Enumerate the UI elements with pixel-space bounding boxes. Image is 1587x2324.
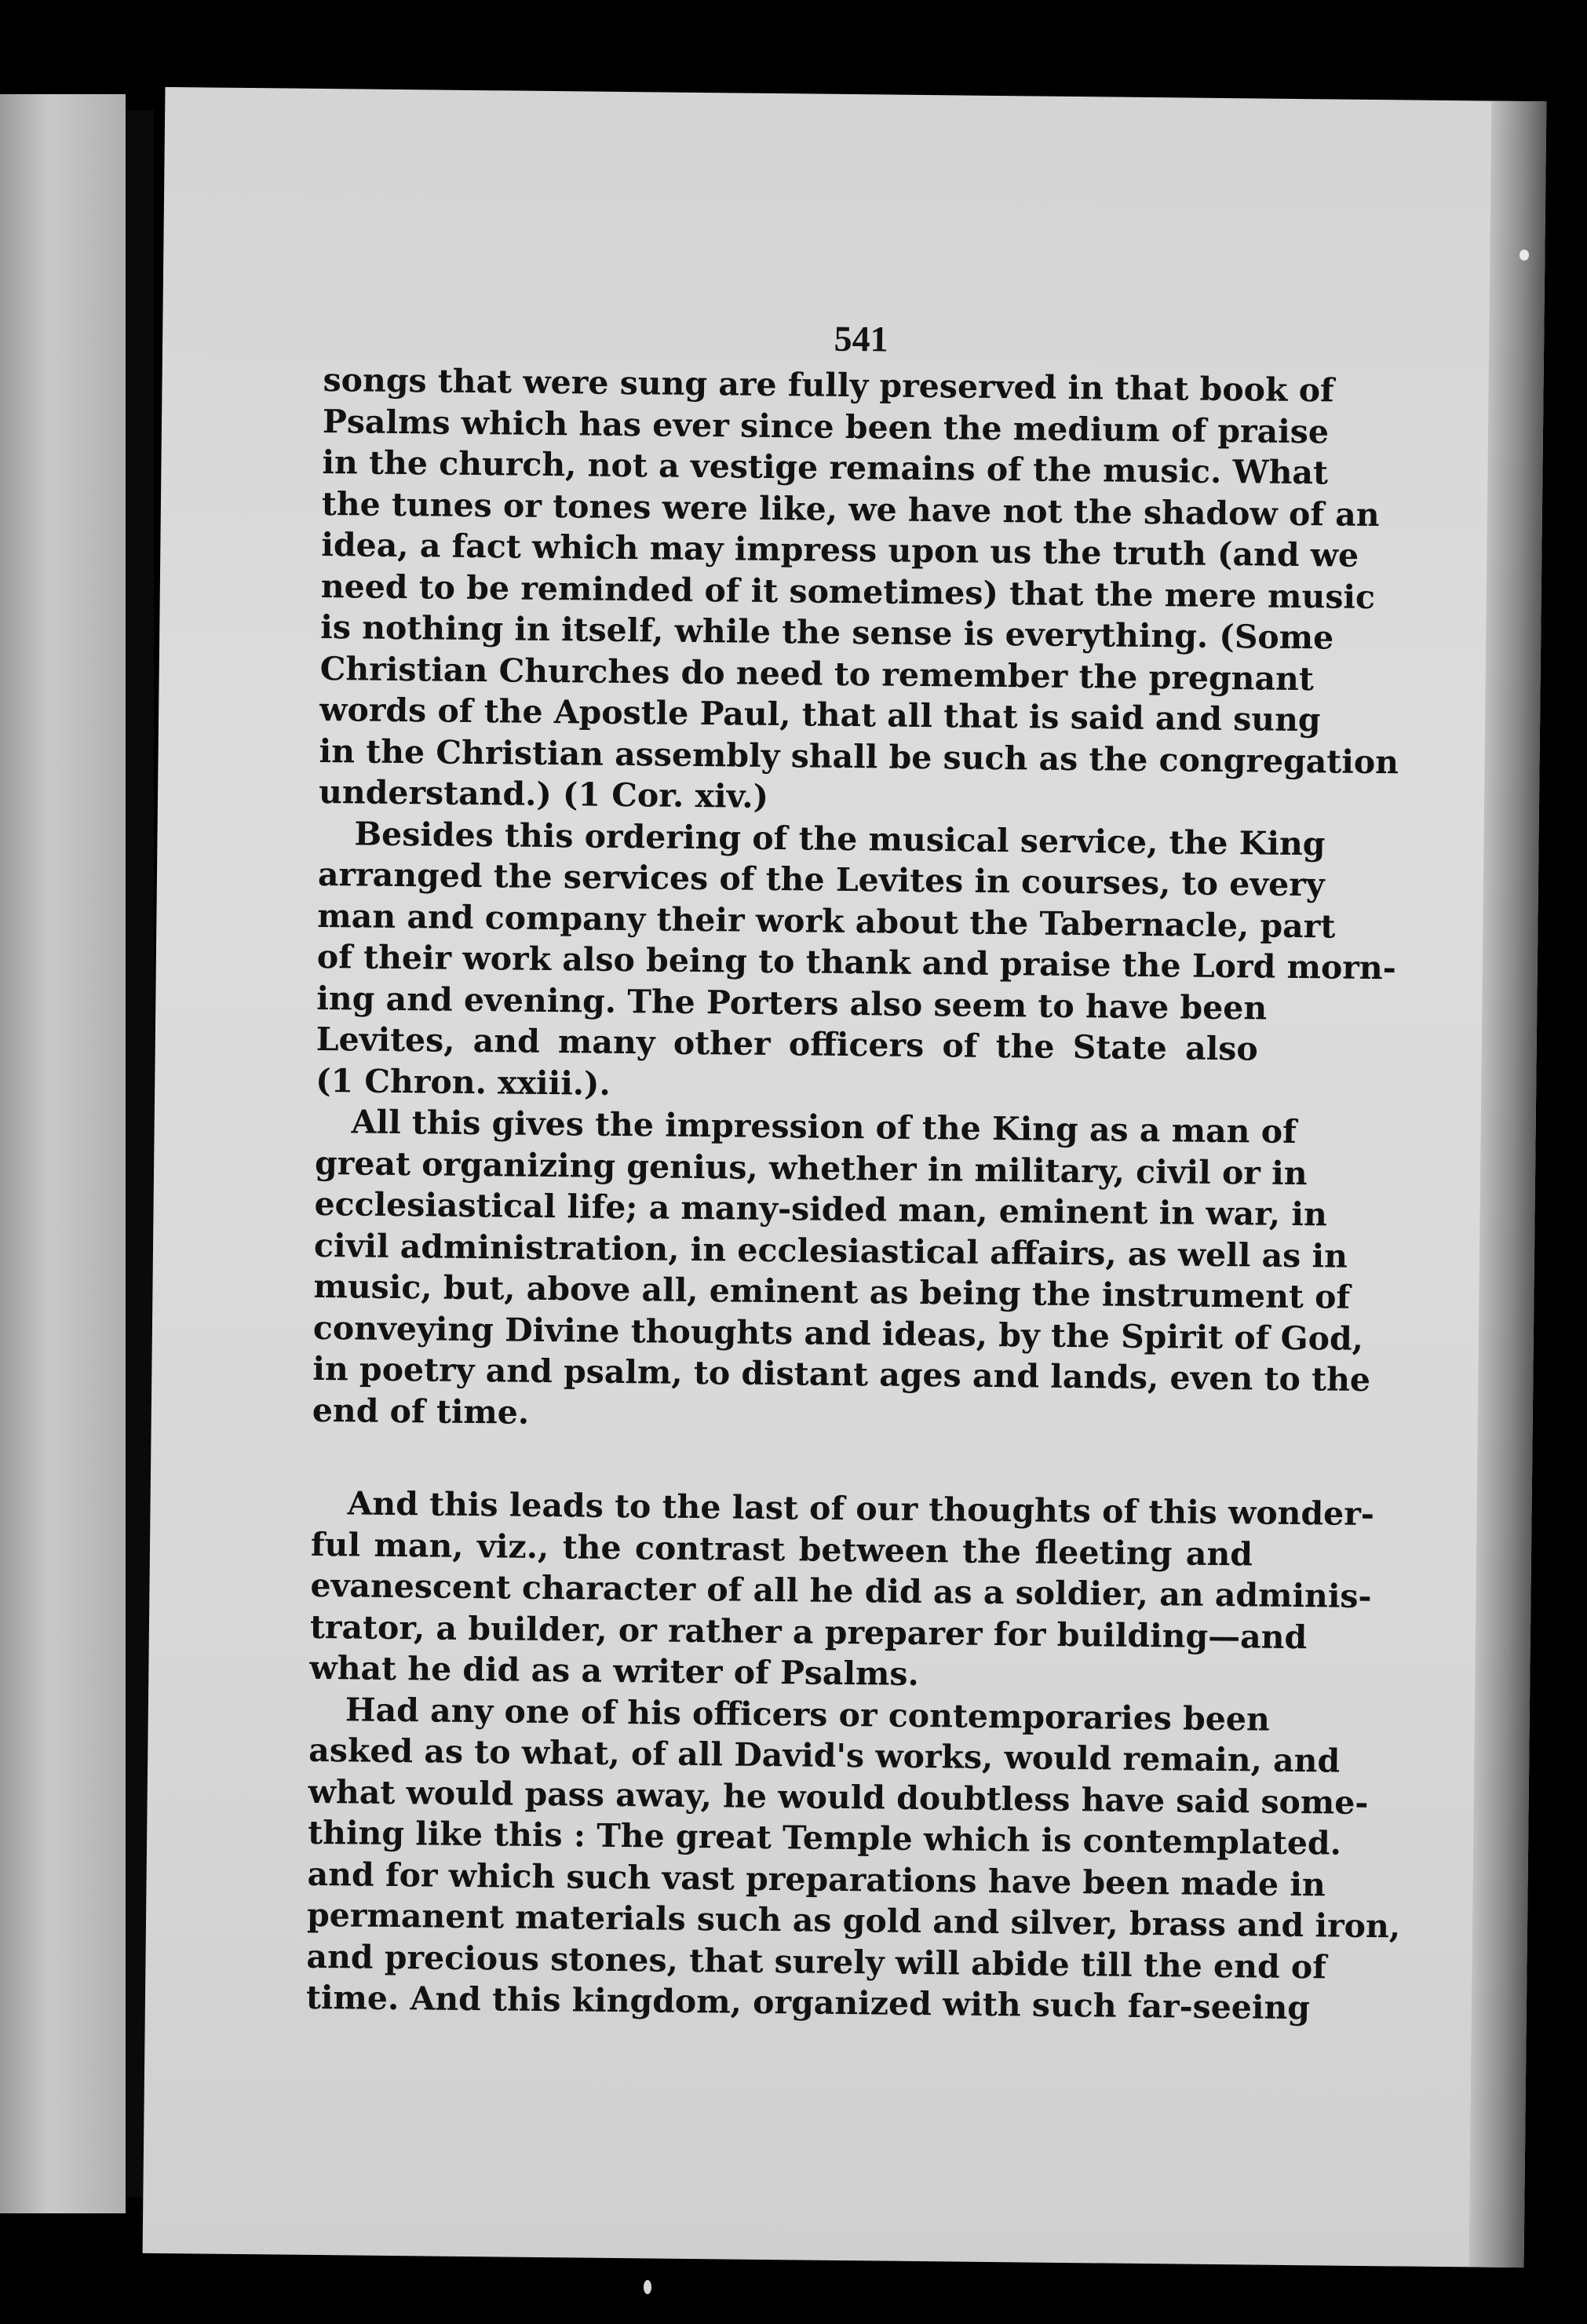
paragraph-5 xyxy=(305,1688,1401,2028)
scan-speck xyxy=(1520,250,1529,261)
text-line: end of time. xyxy=(312,1391,530,1432)
text-line: (1 Chron. xxiii.). xyxy=(316,1061,611,1103)
text-line: time. And this kingdom, organized with such far-seeing xyxy=(305,1978,1311,2027)
text-line: in the Christian assembly shall be such as the congregation xyxy=(319,731,1399,781)
text-line: music, but, above all, eminent as being the instrument of xyxy=(313,1267,1351,1316)
text-line: is nothing in itself, while the sense is everything. (Some xyxy=(320,607,1334,657)
text-line: permanent materials such as gold and silver, brass and iron, xyxy=(306,1895,1401,1946)
text-line: the tunes or tones were like, we have not the shadow of an xyxy=(321,484,1380,534)
text-line: thing like this : The great Temple which is contemplated. xyxy=(307,1813,1342,1862)
text-line: of their work also being to thank and praise the Lord morn- xyxy=(316,937,1396,987)
text-line: and precious stones, that surely will abide till the end of xyxy=(306,1937,1327,1986)
text-line: ing and evening. The Porters also seem to have been xyxy=(316,979,1268,1027)
text-line: asked as to what, of all David's works, would remain, and xyxy=(308,1731,1341,1780)
facing-page-edge xyxy=(0,94,126,2213)
text-line: Psalms which has ever since been the medium of praise xyxy=(322,402,1330,451)
text-line: what he did as a writer of Psalms. xyxy=(309,1648,920,1694)
paragraph-2 xyxy=(316,812,1396,1111)
text-line: evanescent character of all he did as a soldier, an adminis- xyxy=(310,1566,1372,1616)
book-page xyxy=(143,87,1547,2267)
text-line: in the church, not a vestige remains of the music. What xyxy=(322,443,1329,492)
paragraph-1 xyxy=(318,359,1399,823)
scan-speck xyxy=(644,2280,651,2294)
text-line: Christian Churches do need to remember the pregnant xyxy=(319,649,1315,698)
text-line: songs that were sung are fully preserved in that book of xyxy=(323,360,1334,410)
text-line: need to be reminded of it sometimes) that the mere music xyxy=(320,567,1376,616)
body-text xyxy=(305,359,1401,2028)
text-line: Besides this ordering of the musical service, the King xyxy=(354,814,1326,863)
text-line: And this leads to the last of our thoughts of this wonder- xyxy=(347,1484,1375,1534)
paragraph-4 xyxy=(309,1483,1375,1698)
text-line: and for which such vast preparations have been made in xyxy=(307,1855,1326,1903)
page-number: 541 xyxy=(834,318,888,359)
text-line: trator, a builder, or rather a preparer for building—and xyxy=(309,1607,1308,1656)
text-line: what would pass away, he would doubtless have said some- xyxy=(308,1772,1369,1822)
text-line: understand.) (1 Cor. xiv.) xyxy=(318,772,769,815)
text-line: man and company their work about the Tabernacle, part xyxy=(317,896,1336,946)
text-line: idea, a fact which may impress upon us the truth (and we xyxy=(321,525,1359,575)
text-line: Had any one of his officers or contemporaries been xyxy=(345,1690,1271,1738)
text-line: ecclesiastical life; a many-sided man, eminent in war, in xyxy=(314,1184,1328,1234)
text-line: All this gives the impression of the King as a man of xyxy=(351,1103,1297,1151)
text-line: words of the Apostle Paul, that all that is said and sung xyxy=(319,690,1321,739)
page-edge-shadow xyxy=(1469,101,1547,2268)
text-line: conveying Divine thoughts and ideas, by the Spirit of God, xyxy=(312,1308,1364,1358)
text-line: great organizing genius, whether in military, civil or in xyxy=(314,1144,1308,1192)
text-line: arranged the services of the Levites in courses, to every xyxy=(317,855,1325,904)
paragraph-3 xyxy=(312,1101,1371,1441)
text-line: in poetry and psalm, to distant ages and lands, even to the xyxy=(312,1349,1371,1399)
text-line: ful man, viz., the contrast between the fleeting and xyxy=(310,1525,1253,1573)
text-line: Levites, and many other officers of the State also xyxy=(316,1020,1258,1068)
text-line: civil administration, in ecclesiastical affairs, as well as in xyxy=(313,1226,1348,1275)
